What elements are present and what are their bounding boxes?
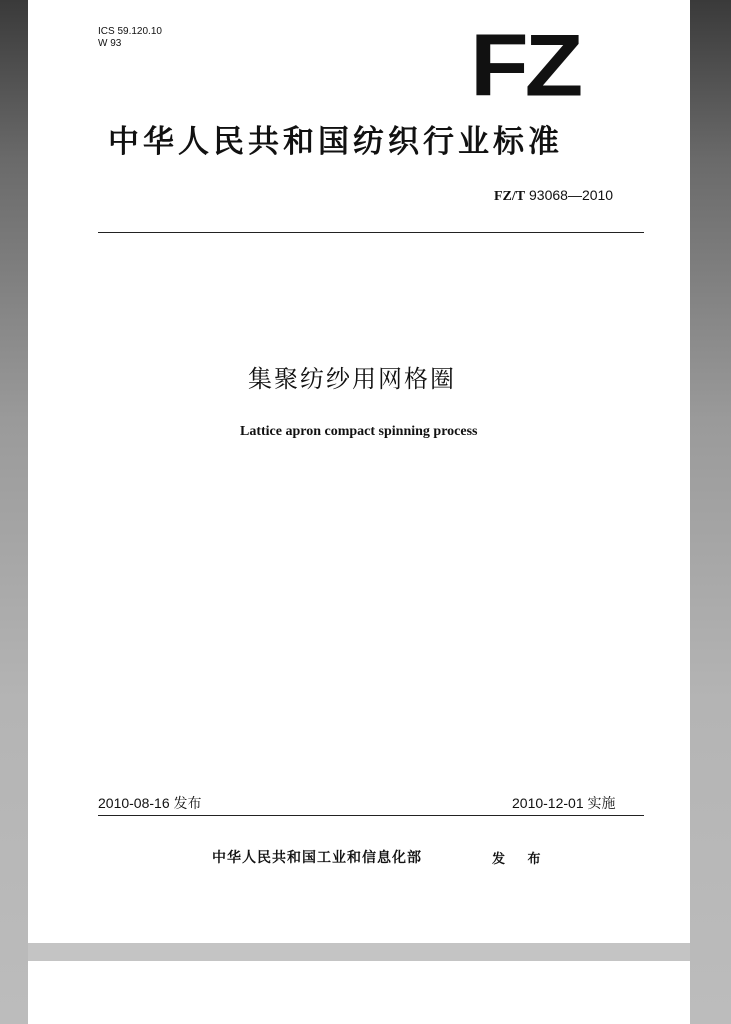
standard-category-title: 中华人民共和国纺织行业标准	[108, 124, 563, 160]
document-title: 集聚纺纱用网格圈	[248, 365, 456, 393]
implementation-date: 2010-12-01 实施	[512, 795, 616, 811]
standard-number-value: 93068—2010	[525, 187, 614, 203]
ccs-code: W 93	[98, 38, 122, 49]
classification-block	[98, 26, 162, 50]
document-page	[28, 0, 690, 943]
ics-code: ICS 59.120.10	[98, 26, 162, 37]
document-title-english: Lattice apron compact spinning process	[240, 424, 478, 439]
top-divider	[98, 232, 644, 233]
standard-number	[494, 186, 613, 206]
fz-logo: FZ	[470, 16, 580, 115]
issue-date: 2010-08-16 发布	[98, 795, 202, 811]
publisher-action: 发 布	[492, 852, 547, 867]
standard-code: FZ/T	[494, 189, 526, 204]
next-page	[28, 961, 690, 1024]
page-gap	[28, 943, 690, 961]
publisher: 中华人民共和国工业和信息化部	[212, 850, 422, 866]
bottom-divider	[98, 815, 644, 816]
